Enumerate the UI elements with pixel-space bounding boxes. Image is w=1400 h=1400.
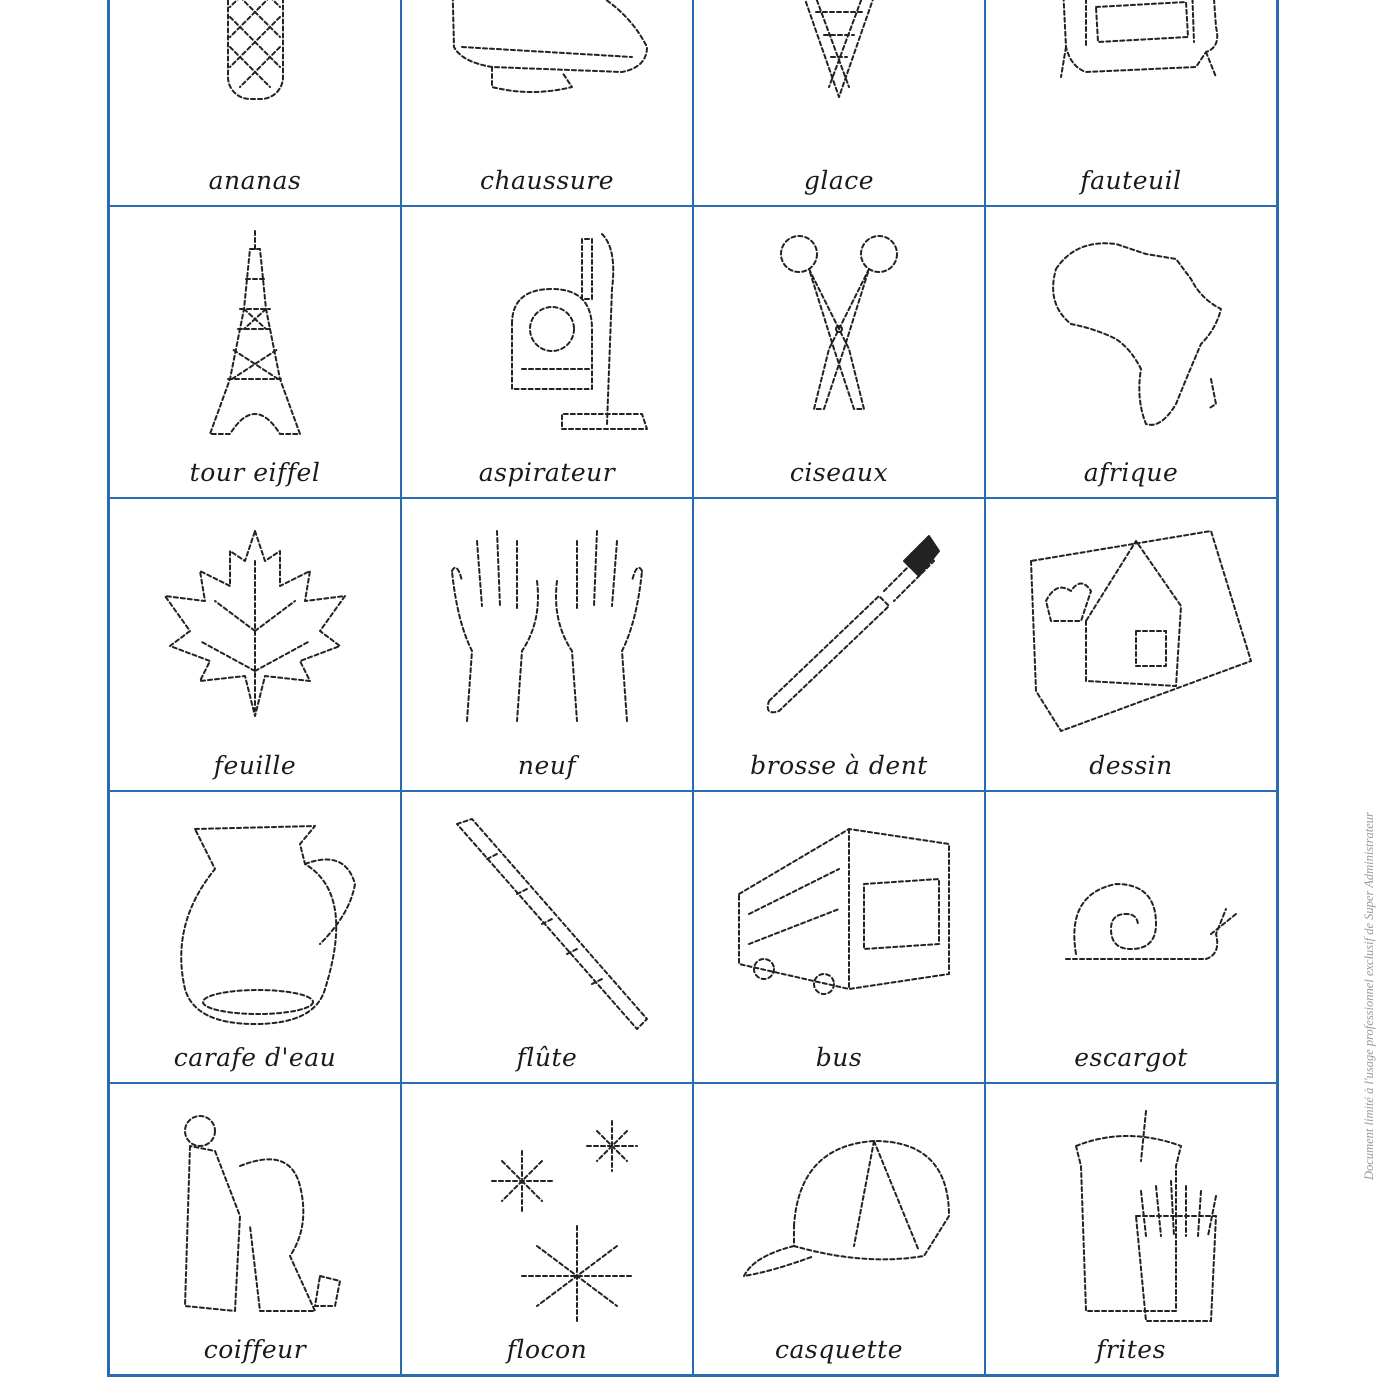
snowflake-icon — [432, 1106, 662, 1321]
hands-nine-icon — [432, 521, 662, 736]
card-bus — [693, 791, 985, 1083]
card-glace — [693, 0, 985, 206]
bus-icon — [724, 814, 954, 1029]
toothbrush-icon — [724, 521, 954, 736]
card-label: afrique — [1083, 458, 1179, 488]
card-feuille — [109, 498, 401, 790]
card-escargot — [985, 791, 1277, 1083]
leaf-icon — [140, 521, 370, 736]
armchair-icon — [1016, 0, 1246, 152]
card-label: ananas — [208, 166, 302, 196]
hairdresser-icon — [140, 1106, 370, 1321]
drawing-icon — [1016, 521, 1246, 736]
card-label: flocon — [506, 1335, 588, 1364]
card-label: feuille — [213, 750, 297, 780]
water-jug-icon — [140, 814, 370, 1029]
card-label: brosse à dent — [750, 750, 928, 780]
card-neuf — [401, 498, 693, 790]
card-flocon — [401, 1083, 693, 1375]
snail-icon — [1016, 814, 1246, 1029]
fries-icon — [1016, 1106, 1246, 1321]
africa-map-icon — [1016, 229, 1246, 444]
card-ciseaux — [693, 206, 985, 498]
card-label: casquette — [774, 1335, 904, 1364]
card-dessin — [985, 498, 1277, 790]
vacuum-cleaner-icon — [432, 229, 662, 444]
card-tour-eiffel — [109, 206, 401, 498]
cap-icon — [724, 1106, 954, 1321]
picture-card-grid — [107, 0, 1279, 1377]
eiffel-tower-icon — [140, 229, 370, 444]
card-label: escargot — [1074, 1042, 1188, 1072]
card-label: carafe d'eau — [173, 1042, 337, 1072]
card-label: flûte — [516, 1042, 578, 1072]
card-label: fauteuil — [1080, 166, 1182, 196]
card-aspirateur — [401, 206, 693, 498]
card-label: neuf — [517, 750, 577, 780]
card-coiffeur — [109, 1083, 401, 1375]
card-label: frites — [1096, 1335, 1166, 1364]
ice-cream-icon — [724, 0, 954, 152]
card-label: aspirateur — [478, 458, 616, 488]
card-label: chaussure — [479, 166, 615, 196]
card-label: ciseaux — [789, 458, 889, 488]
card-fauteuil — [985, 0, 1277, 206]
recorder-flute-icon — [432, 814, 662, 1029]
shoe-icon — [432, 0, 662, 152]
card-afrique — [985, 206, 1277, 498]
card-ananas — [109, 0, 401, 206]
card-label: dessin — [1089, 750, 1173, 780]
card-casquette — [693, 1083, 985, 1375]
card-frites — [985, 1083, 1277, 1375]
usage-note: Document limité à l'usage professionnel exclusif de Super Administrateur — [1362, 812, 1376, 1180]
card-label: tour eiffel — [189, 458, 321, 488]
card-label: bus — [815, 1042, 863, 1072]
card-carafe-d-eau — [109, 791, 401, 1083]
scissors-icon — [724, 229, 954, 444]
card-chaussure — [401, 0, 693, 206]
card-flute — [401, 791, 693, 1083]
card-brosse-a-dent — [693, 498, 985, 790]
card-label: glace — [803, 166, 875, 196]
card-label: coiffeur — [203, 1335, 307, 1364]
pineapple-icon — [140, 0, 370, 152]
